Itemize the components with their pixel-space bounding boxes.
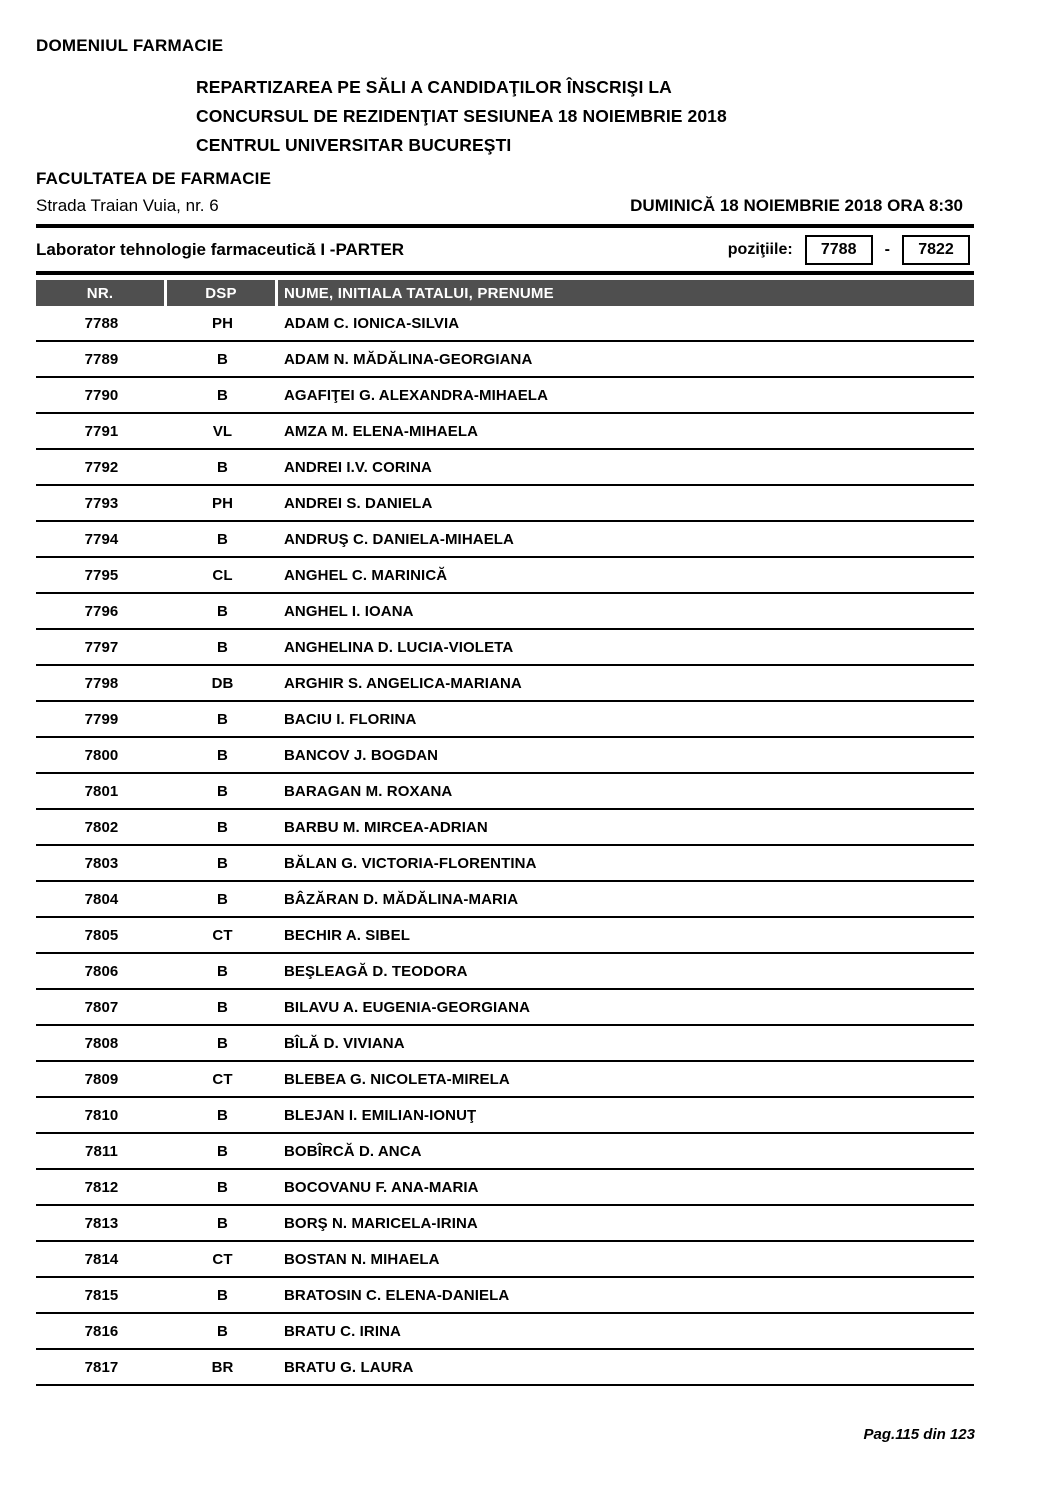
- row-dsp: CT: [212, 926, 233, 944]
- row-name: BEŞLEAGĂ D. TEODORA: [284, 962, 468, 980]
- column-header-dsp: DSP: [167, 280, 278, 306]
- row-name: BRATU C. IRINA: [284, 1322, 401, 1340]
- row-nr: 7792: [84, 458, 119, 476]
- table-row: [36, 450, 974, 486]
- row-name: ADAM N. MĂDĂLINA-GEORGIANA: [284, 350, 533, 368]
- table-row: [36, 378, 974, 414]
- position-range-dash: -: [884, 241, 890, 258]
- table-row: [36, 522, 974, 558]
- domain-label: DOMENIUL FARMACIE: [36, 36, 224, 55]
- table-row: [36, 630, 974, 666]
- row-nr: 7815: [84, 1286, 119, 1304]
- room-title: Laborator tehnologie farmaceutică I -PARTER: [36, 240, 405, 259]
- table-row: [36, 306, 974, 342]
- row-dsp: B: [217, 1286, 228, 1304]
- table-row: [36, 558, 974, 594]
- street-address: Strada Traian Vuia, nr. 6: [36, 196, 219, 215]
- row-nr: 7816: [84, 1322, 119, 1340]
- row-nr: 7808: [84, 1034, 119, 1052]
- row-name: AMZA M. ELENA-MIHAELA: [284, 422, 479, 440]
- table-row: [36, 1026, 974, 1062]
- row-name: ADAM C. IONICA-SILVIA: [284, 314, 460, 332]
- row-name: BRATU G. LAURA: [284, 1358, 414, 1376]
- row-nr: 7788: [84, 314, 119, 332]
- row-nr: 7797: [84, 638, 119, 656]
- row-dsp: B: [217, 890, 228, 908]
- row-nr: 7789: [84, 350, 119, 368]
- row-dsp: B: [217, 1106, 228, 1124]
- divider-top: [36, 224, 974, 228]
- row-name: BOBÎRCĂ D. ANCA: [284, 1142, 422, 1160]
- row-nr: 7807: [84, 998, 119, 1016]
- row-nr: 7796: [84, 602, 119, 620]
- table-row: [36, 1314, 974, 1350]
- table-row: [36, 1242, 974, 1278]
- table-row: [36, 954, 974, 990]
- row-name: BÎLĂ D. VIVIANA: [284, 1034, 405, 1052]
- row-name: BLEJAN I. EMILIAN-IONUŢ: [284, 1106, 477, 1124]
- table-row: [36, 414, 974, 450]
- row-name: BLEBEA G. NICOLETA-MIRELA: [284, 1070, 510, 1088]
- row-name: BARAGAN M. ROXANA: [284, 782, 453, 800]
- row-name: BARBU M. MIRCEA-ADRIAN: [284, 818, 488, 836]
- row-nr: 7793: [84, 494, 119, 512]
- row-dsp: B: [217, 386, 228, 404]
- table-header-row: [36, 280, 974, 306]
- row-nr: 7800: [84, 746, 119, 764]
- row-name: BACIU I. FLORINA: [284, 710, 417, 728]
- row-name: BORŞ N. MARICELA-IRINA: [284, 1214, 478, 1232]
- row-dsp: B: [217, 1142, 228, 1160]
- position-from-box: 7788: [805, 235, 873, 265]
- row-dsp: CT: [212, 1070, 233, 1088]
- row-dsp: PH: [211, 494, 234, 512]
- table-row: [36, 774, 974, 810]
- row-dsp: B: [217, 854, 228, 872]
- row-dsp: BR: [211, 1358, 234, 1376]
- row-name: ANDRUŞ C. DANIELA-MIHAELA: [284, 530, 514, 548]
- row-nr: 7806: [84, 962, 119, 980]
- row-nr: 7813: [84, 1214, 119, 1232]
- row-dsp: B: [217, 746, 228, 764]
- address-row: [36, 196, 974, 216]
- row-dsp: B: [217, 350, 228, 368]
- row-nr: 7810: [84, 1106, 119, 1124]
- row-nr: 7809: [84, 1070, 119, 1088]
- title-line-3: CENTRUL UNIVERSITAR BUCUREŞTI: [196, 135, 512, 155]
- row-dsp: VL: [212, 422, 233, 440]
- table-row: [36, 1206, 974, 1242]
- row-dsp: B: [217, 782, 228, 800]
- table-row: [36, 882, 974, 918]
- row-name: BANCOV J. BOGDAN: [284, 746, 439, 764]
- table-row: [36, 990, 974, 1026]
- row-name: BRATOSIN C. ELENA-DANIELA: [284, 1286, 510, 1304]
- divider-section: [36, 271, 974, 275]
- row-dsp: B: [217, 998, 228, 1016]
- table-body: [36, 306, 974, 1386]
- table-row: [36, 486, 974, 522]
- row-nr: 7805: [84, 926, 119, 944]
- row-name: AGAFIŢEI G. ALEXANDRA-MIHAELA: [284, 386, 549, 404]
- table-row: [36, 666, 974, 702]
- table-row: [36, 738, 974, 774]
- row-dsp: DB: [211, 674, 234, 692]
- exam-datetime: DUMINICĂ 18 NOIEMBRIE 2018 ORA 8:30: [630, 196, 963, 215]
- row-name: ANDREI I.V. CORINA: [284, 458, 432, 476]
- row-name: BOSTAN N. MIHAELA: [284, 1250, 440, 1268]
- table-row: [36, 1062, 974, 1098]
- row-dsp: B: [217, 638, 228, 656]
- row-dsp: CT: [212, 1250, 233, 1268]
- row-dsp: B: [217, 458, 228, 476]
- row-nr: 7804: [84, 890, 119, 908]
- row-nr: 7817: [84, 1358, 119, 1376]
- row-name: ANGHEL C. MARINICĂ: [284, 566, 448, 584]
- row-name: BILAVU A. EUGENIA-GEORGIANA: [284, 998, 531, 1016]
- row-nr: 7801: [84, 782, 119, 800]
- page-number: Pag.115 din 123: [863, 1426, 975, 1443]
- row-name: ANDREI S. DANIELA: [284, 494, 433, 512]
- row-dsp: CL: [212, 566, 233, 584]
- position-to-box: 7822: [902, 235, 970, 265]
- candidates-table: [36, 280, 974, 1386]
- row-name: ANGHELINA D. LUCIA-VIOLETA: [284, 638, 514, 656]
- row-nr: 7794: [84, 530, 119, 548]
- row-dsp: B: [217, 1214, 228, 1232]
- row-nr: 7802: [84, 818, 119, 836]
- row-nr: 7812: [84, 1178, 119, 1196]
- table-row: [36, 594, 974, 630]
- positions-label: poziţiile:: [727, 241, 793, 258]
- row-dsp: PH: [211, 314, 234, 332]
- row-nr: 7814: [84, 1250, 119, 1268]
- row-dsp: B: [217, 1034, 228, 1052]
- row-nr: 7790: [84, 386, 119, 404]
- row-name: BECHIR A. SIBEL: [284, 926, 410, 944]
- row-name: ARGHIR S. ANGELICA-MARIANA: [284, 674, 522, 692]
- title-line-2: CONCURSUL DE REZIDENŢIAT SESIUNEA 18 NOIEMBRIE 2018: [196, 106, 727, 126]
- table-row: [36, 342, 974, 378]
- row-name: BÂZĂRAN D. MĂDĂLINA-MARIA: [284, 890, 519, 908]
- row-nr: 7798: [84, 674, 119, 692]
- row-dsp: B: [217, 710, 228, 728]
- table-row: [36, 1350, 974, 1386]
- table-row: [36, 846, 974, 882]
- faculty-name: FACULTATEA DE FARMACIE: [36, 169, 272, 188]
- row-dsp: B: [217, 1322, 228, 1340]
- table-row: [36, 702, 974, 738]
- row-dsp: B: [217, 602, 228, 620]
- row-dsp: B: [217, 530, 228, 548]
- row-dsp: B: [217, 1178, 228, 1196]
- row-name: ANGHEL I. IOANA: [284, 602, 414, 620]
- room-section-row: [36, 231, 974, 269]
- row-name: BĂLAN G. VICTORIA-FLORENTINA: [284, 854, 537, 872]
- column-header-name: NUME, INITIALA TATALUI, PRENUME: [284, 284, 554, 302]
- title-line-1: REPARTIZAREA PE SĂLI A CANDIDAŢILOR ÎNSCRIŞI LA: [196, 77, 672, 97]
- table-row: [36, 1134, 974, 1170]
- row-nr: 7795: [84, 566, 119, 584]
- positions-range: [728, 235, 974, 265]
- row-dsp: B: [217, 818, 228, 836]
- table-row: [36, 1170, 974, 1206]
- table-row: [36, 918, 974, 954]
- row-nr: 7811: [85, 1142, 118, 1160]
- table-row: [36, 1098, 974, 1134]
- row-nr: 7791: [84, 422, 119, 440]
- table-row: [36, 1278, 974, 1314]
- row-name: BOCOVANU F. ANA-MARIA: [284, 1178, 479, 1196]
- row-nr: 7803: [84, 854, 119, 872]
- row-nr: 7799: [84, 710, 119, 728]
- row-dsp: B: [217, 962, 228, 980]
- document-title: [196, 73, 974, 160]
- table-row: [36, 810, 974, 846]
- column-header-nr: NR.: [36, 280, 167, 306]
